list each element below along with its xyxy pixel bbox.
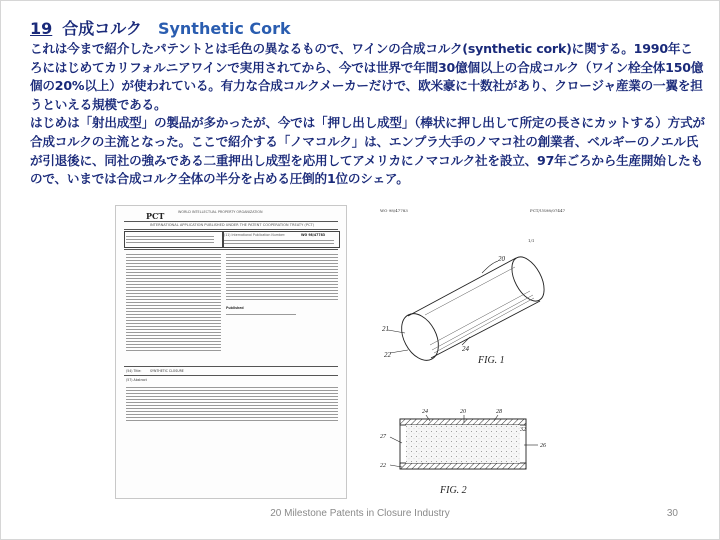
fig2-ref: 28: [496, 409, 502, 415]
fig1-ref: 24: [462, 345, 469, 353]
fig2-ref: 27: [380, 434, 386, 440]
paragraph-2: はじめは「射出成型」の製品が多かったが、今では「押し出し成型」（棒状に押し出して所定の長さにカットする）方式が合成コルクの主流となった。ここで紹介する「ノマコルク」は、エンプラ大手のノマコ社の創業者、ベルギーのノエル氏が引退後に、同社の強みである二重押出し成型を応用してアメリカにノマコルク社を設立、97年ごろから生産開始したもので、いまでは合成コルク全体の半分を占める圧倒的1位のシェア。: [30, 115, 705, 187]
patent-pub-number-label: (11) International Publication Number:: [224, 233, 286, 237]
fig1-ref: 20: [498, 255, 505, 263]
fig1-ref: 22: [384, 351, 391, 359]
paragraph-1: これは今まで紹介したパテントとは毛色の異なるもので、ワインの合成コルク(synthetic cork)に関する。1990年ころにはじめてカリフォルニアワインで実用されてから、今では世界で年間30億個以上の合成コルク（ワイン栓全体150億個の20%以上）が使われている。有力な合成コルクメーカーだけで、欧米豪に十数社があり、クロージャ産業の一翼を担うといえる規模である。: [30, 41, 704, 112]
figures-sheet: 1/1: [528, 238, 535, 243]
fig2-ref: 26: [540, 443, 546, 449]
fig2-ref: 32: [520, 427, 526, 433]
title-english: Synthetic Cork: [157, 19, 291, 38]
patent-title-label: (54) Title:: [126, 369, 142, 373]
fig2-ref: 20: [460, 409, 466, 415]
page-number: 30: [666, 508, 678, 519]
patent-header: WORLD INTELLECTUAL PROPERTY ORGANIZATION: [178, 210, 263, 214]
footer-title: 20 Milestone Patents in Closure Industry: [270, 508, 450, 519]
patent-abstract-label: (57) Abstract: [126, 378, 147, 382]
fig1-ref: 21: [382, 325, 389, 333]
patent-pub-number: WO 98/47783: [301, 233, 326, 237]
patent-title: SYNTHETIC CLOSURE: [150, 369, 184, 373]
title-number: 19: [30, 19, 53, 38]
fig2-label: FIG. 2: [440, 485, 467, 496]
figures-pct-number: PCT/US98/07447: [530, 208, 566, 213]
fig2-ref: 24: [422, 409, 428, 415]
title-japanese: 合成コルク: [62, 19, 142, 38]
fig1-label: FIG. 1: [478, 355, 505, 366]
fig2-ref: 22: [380, 463, 386, 469]
patent-published-label: Published: [226, 306, 244, 310]
patent-office: PCT: [146, 211, 165, 221]
figures-wo-number: WO 98/47783: [380, 208, 408, 213]
patent-subheader: INTERNATIONAL APPLICATION PUBLISHED UNDER THE PATENT COOPERATION TREATY (PCT): [149, 223, 315, 227]
